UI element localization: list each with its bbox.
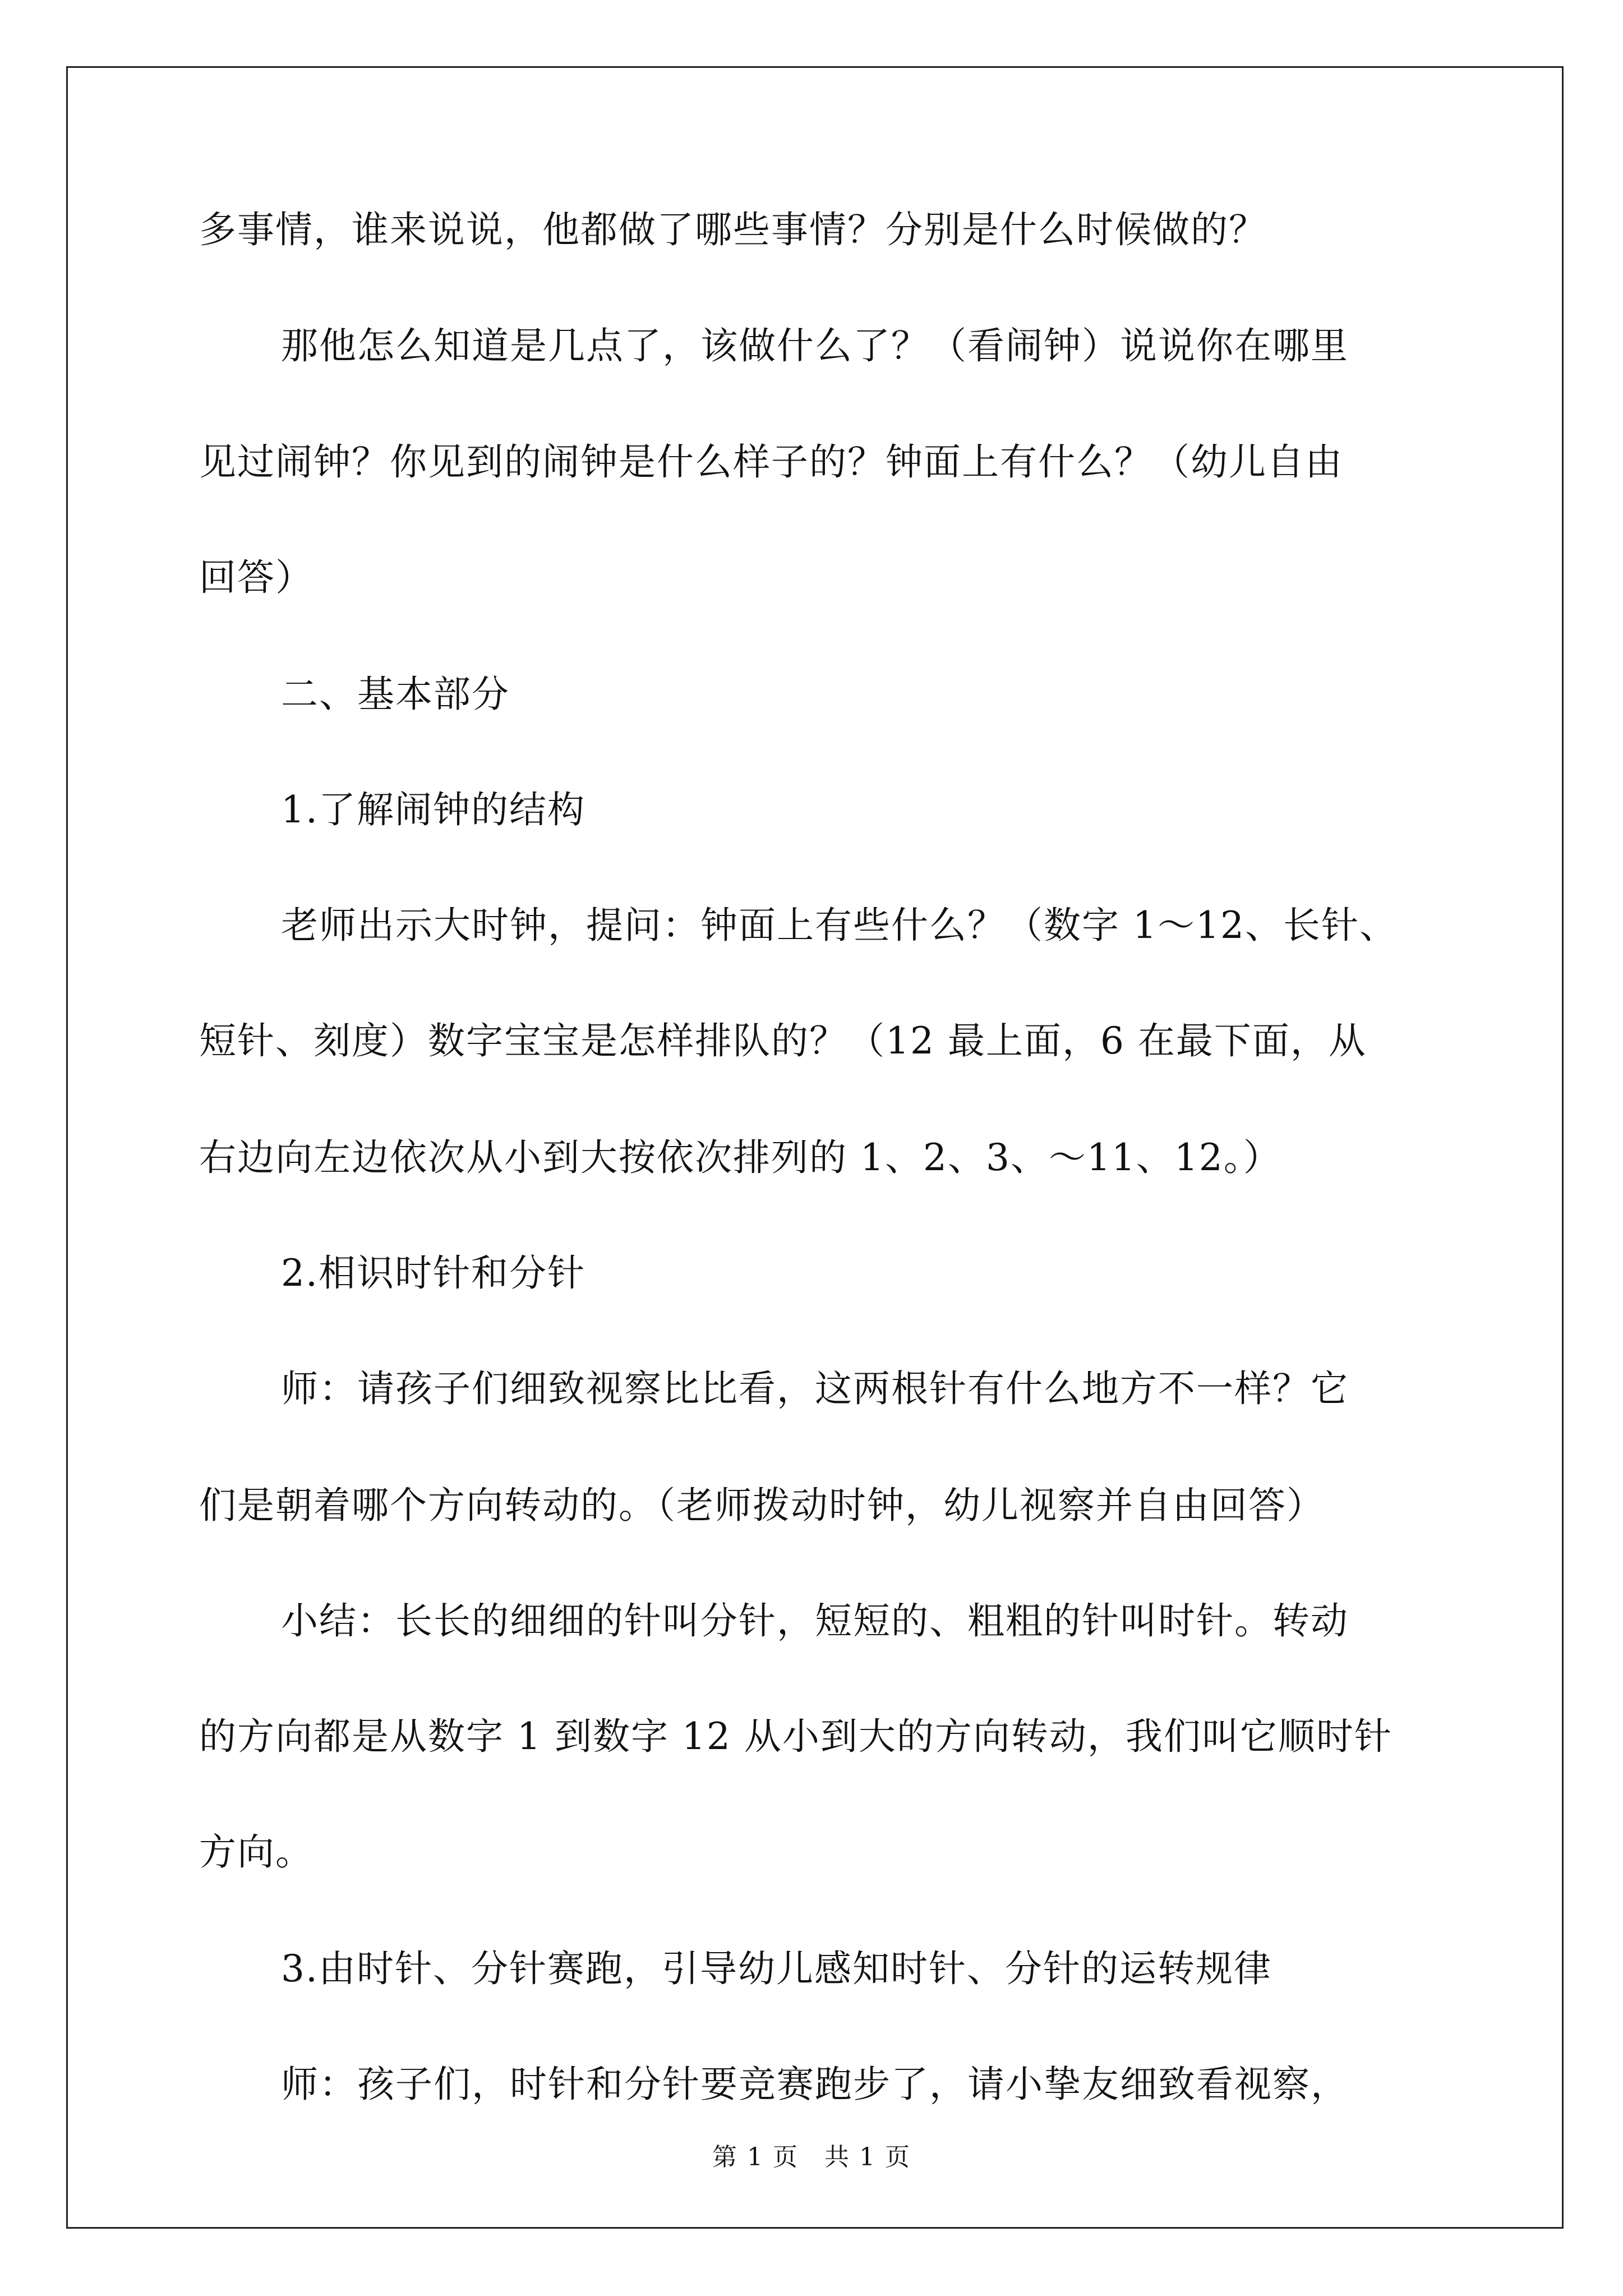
text-line-11: 师：请孩子们细致视察比比看，这两根针有什么地方不一样？它 <box>281 1367 1349 1410</box>
text-line-14: 的方向都是从数字 1 到数字 12 从小到大的方向转动，我们叫它顺时针 <box>199 1715 1393 1758</box>
section-heading: 二、基本部分 <box>281 673 510 716</box>
page-footer: 第 1 页 共 1 页 <box>712 2143 911 2171</box>
subheading-2: 2.相识时针和分针 <box>281 1251 585 1295</box>
text-line-12: 们是朝着哪个方向转动的。（老师拨动时钟，幼儿视察并自由回答） <box>199 1484 1325 1527</box>
text-line-3: 见过闹钟？你见到的闹钟是什么样子的？钟面上有什么？（幼儿自由 <box>199 440 1343 484</box>
text-line-8: 短针、刻度）数字宝宝是怎样排队的？（12 最上面，6 在最下面，从 <box>199 1019 1367 1062</box>
text-line-2: 那他怎么知道是几点了，该做什么了？（看闹钟）说说你在哪里 <box>281 324 1349 367</box>
text-line-4: 回答） <box>199 556 313 599</box>
text-line-1: 多事情，谁来说说，他都做了哪些事情？分别是什么时候做的？ <box>199 208 1267 251</box>
text-line-13: 小结：长长的细细的针叫分针，短短的、粗粗的针叫时针。转动 <box>281 1599 1349 1642</box>
subheading-3: 3.由时针、分针赛跑，引导幼儿感知时针、分针的运转规律 <box>281 1947 1272 1990</box>
text-line-17: 师：孩子们，时针和分针要竞赛跑步了，请小挚友细致看视察， <box>281 2063 1349 2106</box>
text-line-7: 老师出示大时钟，提问：钟面上有些什么？（数字 1～12、长针、 <box>281 904 1398 947</box>
subheading-1: 1.了解闹钟的结构 <box>281 788 585 831</box>
text-line-15: 方向。 <box>199 1830 313 1874</box>
text-line-9: 右边向左边依次从小到大按依次排列的 1、2、3、～11、12。） <box>199 1136 1281 1179</box>
